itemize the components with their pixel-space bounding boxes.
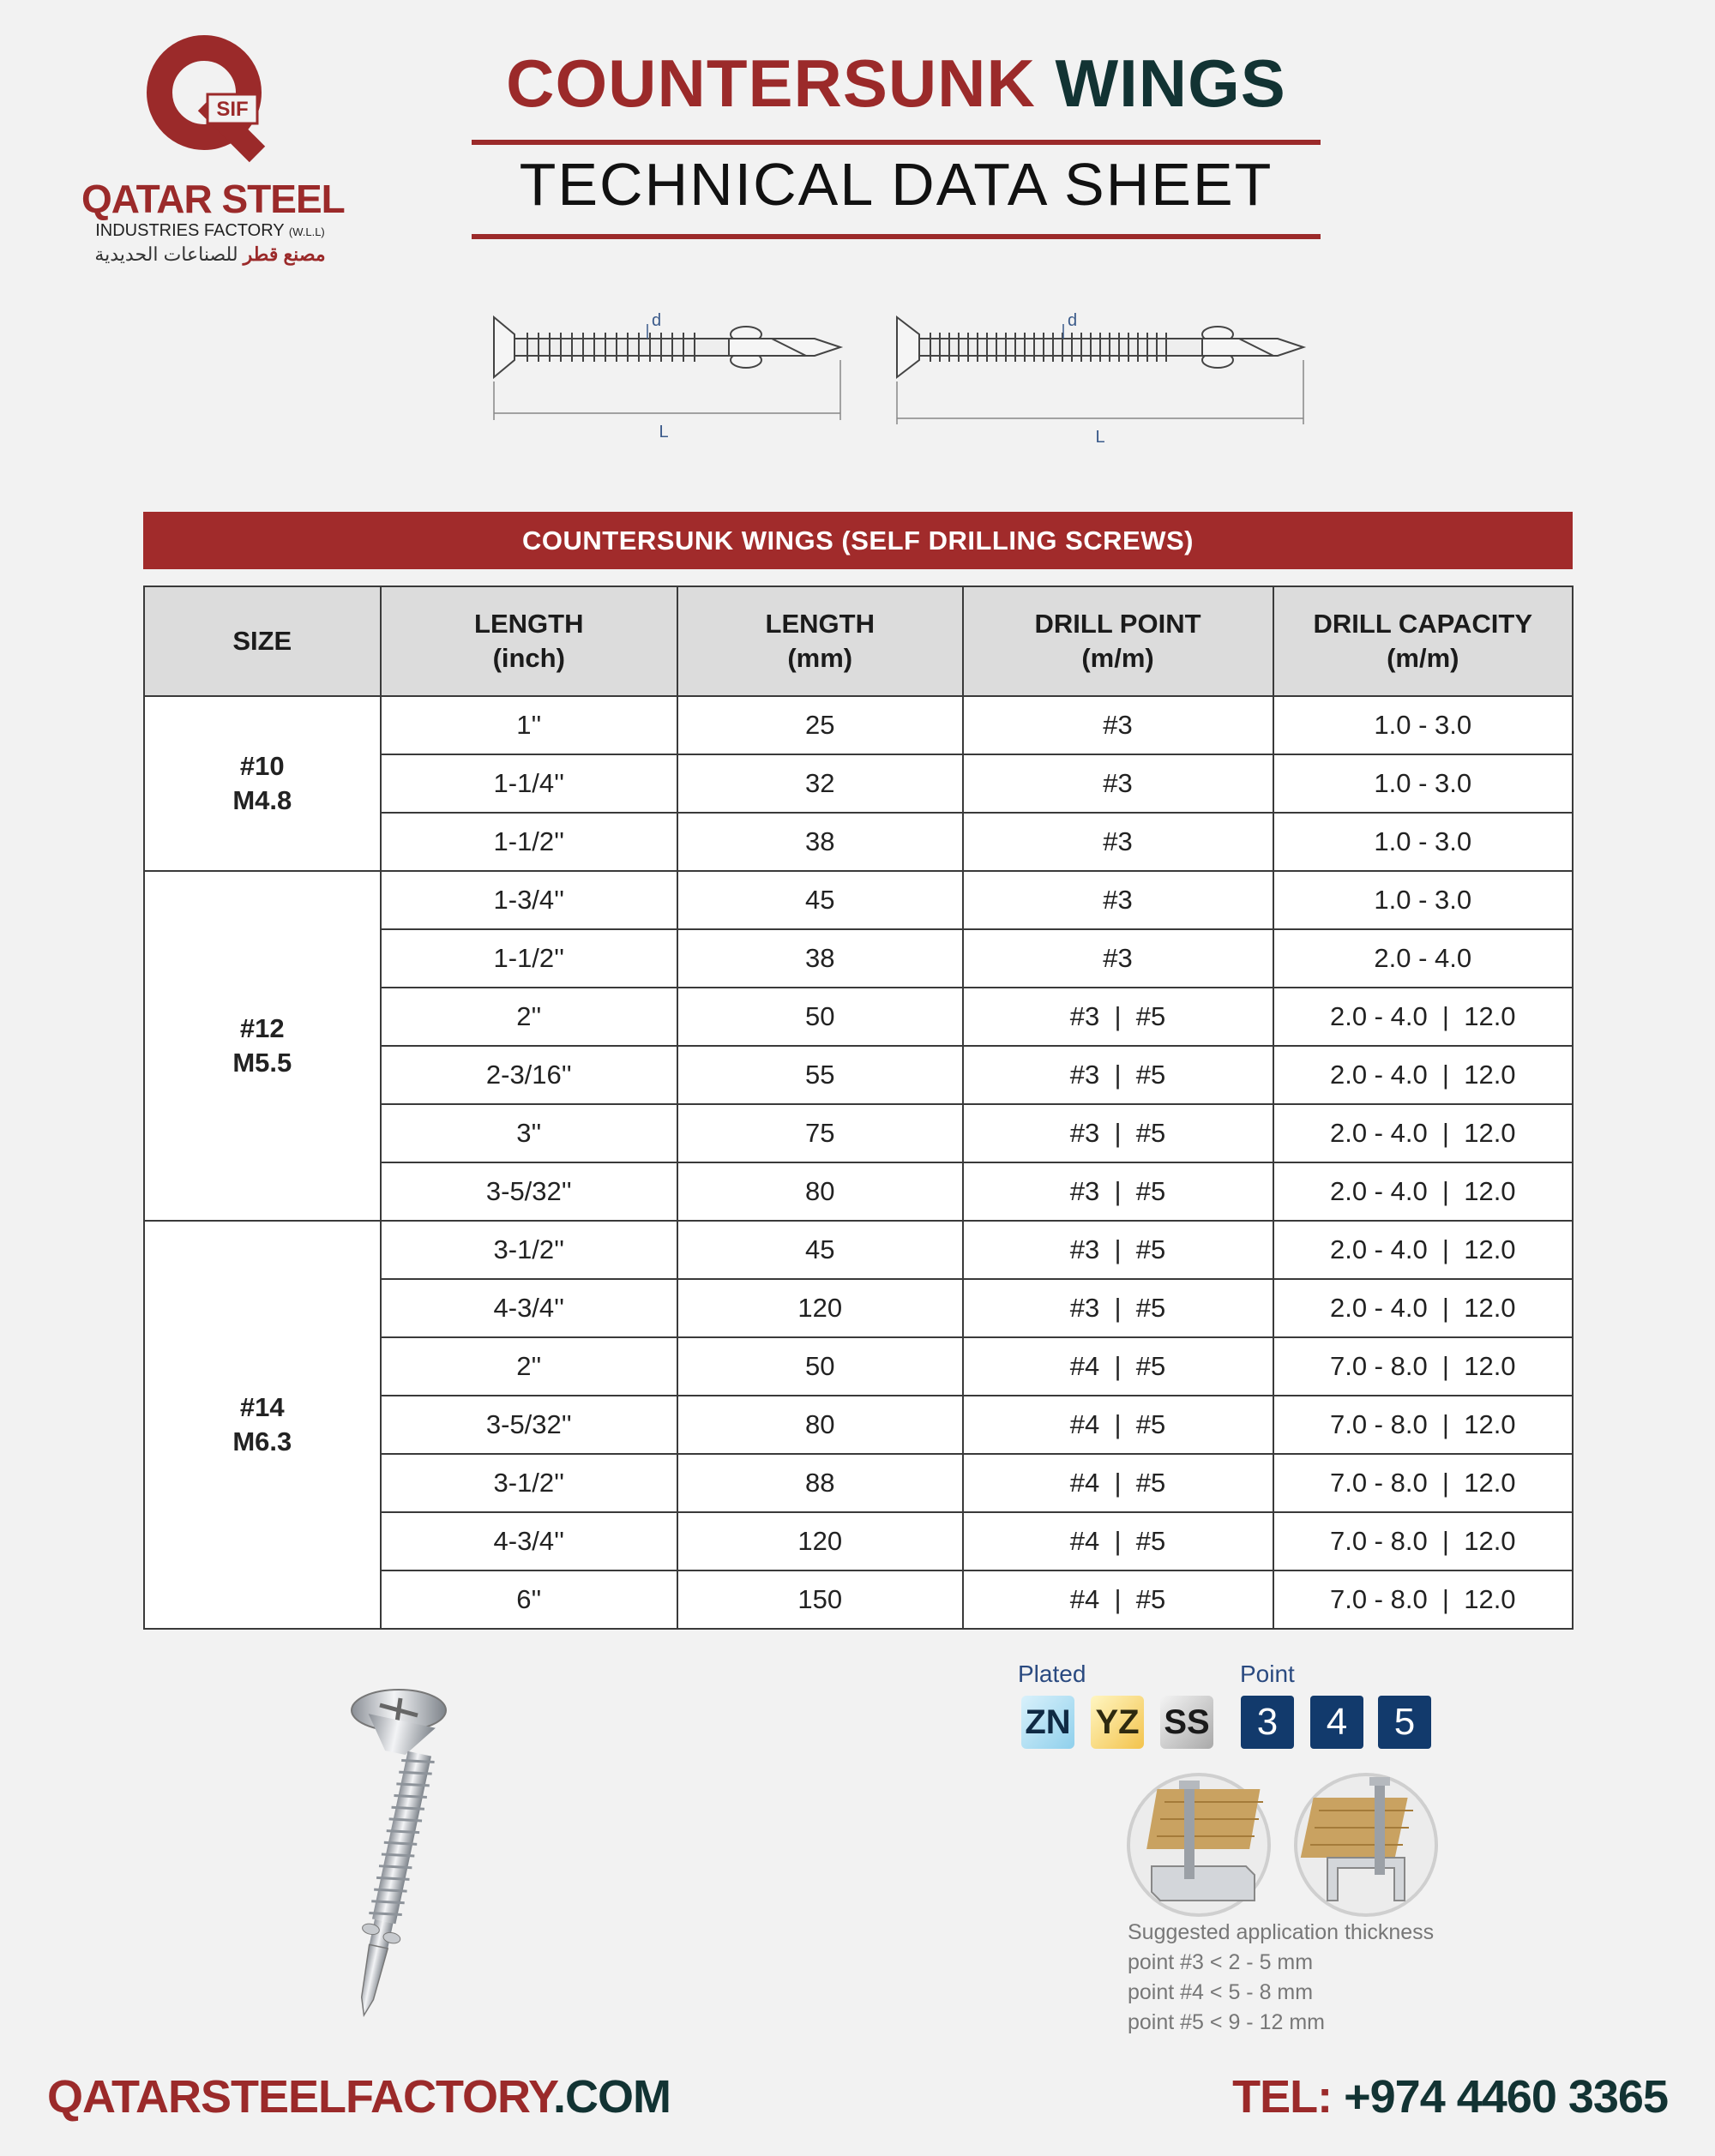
drill-point-cell: #3 | #5: [963, 1162, 1273, 1221]
length-mm-cell: 50: [677, 1337, 963, 1396]
length-mm-cell: 50: [677, 988, 963, 1046]
length-inch-cell: 4-3/4'': [381, 1279, 677, 1337]
logo-arabic-red: مصنع قطر: [243, 243, 326, 265]
drill-point-cell: #3 | #5: [963, 1104, 1273, 1162]
legend-point-label: Point: [1240, 1661, 1295, 1687]
spec-table: [143, 586, 1574, 1630]
drill-point-cell: #4 | #5: [963, 1512, 1273, 1570]
length-mm-cell: 80: [677, 1396, 963, 1454]
title-part-dark: WINGS: [1055, 45, 1286, 121]
drill-capacity-cell: 7.0 - 8.0 | 12.0: [1273, 1454, 1573, 1512]
drill-capacity-cell: 1.0 - 3.0: [1273, 813, 1573, 871]
size-cell: [144, 696, 381, 871]
header-drill-capacity: DRILL CAPACITY (m/m): [1273, 586, 1573, 696]
application-line: point #4 < 5 - 8 mm: [1128, 1980, 1314, 2004]
footer-website-name: QATARSTEELFACTORY: [47, 2071, 554, 2123]
size-metric: M5.5: [232, 1048, 292, 1078]
plating-ss-badge: SS: [1160, 1696, 1213, 1749]
drill-point-cell: #3: [963, 929, 1273, 988]
size-metric: M6.3: [232, 1426, 292, 1456]
length-inch-cell: 3'': [381, 1104, 677, 1162]
length-inch-cell: 3-1/2'': [381, 1454, 677, 1512]
drill-point-cell: #3: [963, 696, 1273, 754]
length-mm-cell: 150: [677, 1570, 963, 1629]
application-caption: Suggested application thickness: [1128, 1920, 1435, 1944]
legend-plated-label: Plated: [1018, 1661, 1086, 1687]
drill-capacity-cell: 1.0 - 3.0: [1273, 871, 1573, 929]
length-inch-cell: 6'': [381, 1570, 677, 1629]
qsif-logo-mark-icon: [146, 34, 274, 163]
length-mm-cell: 120: [677, 1279, 963, 1337]
header-drill-point: DRILL POINT (m/m): [963, 586, 1273, 696]
size-gauge: #10: [239, 751, 285, 781]
drill-capacity-cell: 7.0 - 8.0 | 12.0: [1273, 1512, 1573, 1570]
application-line: point #3 < 2 - 5 mm: [1128, 1950, 1314, 1974]
length-inch-cell: 3-5/32'': [381, 1162, 677, 1221]
size-cell: [144, 871, 381, 1221]
screw-product-photo: [304, 1676, 459, 2045]
length-mm-cell: 88: [677, 1454, 963, 1512]
drill-capacity-cell: 1.0 - 3.0: [1273, 754, 1573, 813]
header-length-inch: LENGTH (inch): [381, 586, 677, 696]
size-metric: M4.8: [232, 785, 292, 815]
length-inch-cell: 2'': [381, 988, 677, 1046]
point-4-badge: 4: [1310, 1696, 1363, 1749]
plating-zn-badge: ZN: [1021, 1696, 1074, 1749]
length-inch-cell: 1-1/4'': [381, 754, 677, 813]
length-inch-cell: 3-1/2'': [381, 1221, 677, 1279]
application-wood-on-steel-icon: [1126, 1772, 1272, 1918]
table-row: [144, 1221, 1573, 1279]
drill-capacity-cell: 2.0 - 4.0 | 12.0: [1273, 1221, 1573, 1279]
application-caption-block: [1128, 1918, 1434, 2038]
drill-point-cell: #4 | #5: [963, 1396, 1273, 1454]
length-inch-cell: 3-5/32'': [381, 1396, 677, 1454]
table-row: [144, 871, 1573, 929]
length-mm-cell: 55: [677, 1046, 963, 1104]
drill-point-cell: #4 | #5: [963, 1454, 1273, 1512]
length-mm-cell: 25: [677, 696, 963, 754]
logo-company-name: QATAR STEEL: [81, 177, 345, 221]
drill-point-cell: #4 | #5: [963, 1570, 1273, 1629]
length-mm-cell: 80: [677, 1162, 963, 1221]
length-mm-cell: 38: [677, 929, 963, 988]
title-divider-bottom: [472, 234, 1321, 239]
drill-point-cell: #3: [963, 813, 1273, 871]
plating-yz-badge: YZ: [1091, 1696, 1144, 1749]
diagram-d-label: d: [1068, 311, 1078, 330]
logo-arabic-name: [81, 243, 339, 266]
point-5-badge: 5: [1378, 1696, 1431, 1749]
length-mm-cell: 45: [677, 1221, 963, 1279]
length-mm-cell: 38: [677, 813, 963, 871]
length-mm-cell: 120: [677, 1512, 963, 1570]
header-length-mm: LENGTH (mm): [677, 586, 963, 696]
size-gauge: #12: [239, 1013, 285, 1043]
application-line: point #5 < 9 - 12 mm: [1128, 2010, 1325, 2034]
drill-capacity-cell: 2.0 - 4.0 | 12.0: [1273, 1279, 1573, 1337]
drill-point-cell: #3 | #5: [963, 988, 1273, 1046]
diagram-d-label: d: [652, 311, 662, 330]
size-gauge: #14: [239, 1392, 285, 1422]
diagram-l-label: L: [659, 423, 669, 441]
drill-capacity-cell: 2.0 - 4.0 | 12.0: [1273, 988, 1573, 1046]
length-inch-cell: 4-3/4'': [381, 1512, 677, 1570]
drill-point-cell: #3 | #5: [963, 1221, 1273, 1279]
table-header-row: [144, 586, 1573, 696]
logo-subtitle: [81, 221, 339, 241]
point-3-badge: 3: [1241, 1696, 1294, 1749]
length-inch-cell: 2'': [381, 1337, 677, 1396]
drill-point-cell: #4 | #5: [963, 1337, 1273, 1396]
application-wood-on-channel-icon: [1293, 1772, 1439, 1918]
drill-capacity-cell: 7.0 - 8.0 | 12.0: [1273, 1396, 1573, 1454]
footer-tel-number: +974 4460 3365: [1332, 2071, 1668, 2123]
table-banner: COUNTERSUNK WINGS (SELF DRILLING SCREWS): [143, 512, 1573, 569]
footer-tel-label: TEL:: [1232, 2071, 1333, 2123]
length-inch-cell: 1-1/2'': [381, 813, 677, 871]
screw-diagram-long: [892, 300, 1312, 454]
length-inch-cell: 2-3/16'': [381, 1046, 677, 1104]
footer-website[interactable]: [47, 2070, 671, 2123]
diagram-l-label: L: [1095, 428, 1105, 447]
length-inch-cell: 1'': [381, 696, 677, 754]
drill-capacity-cell: 2.0 - 4.0 | 12.0: [1273, 1104, 1573, 1162]
length-mm-cell: 45: [677, 871, 963, 929]
length-mm-cell: 75: [677, 1104, 963, 1162]
header-size: SIZE: [144, 586, 381, 696]
drill-point-cell: #3: [963, 871, 1273, 929]
drill-point-cell: #3 | #5: [963, 1279, 1273, 1337]
drill-capacity-cell: 7.0 - 8.0 | 12.0: [1273, 1570, 1573, 1629]
logo-sub-text: INDUSTRIES FACTORY: [95, 221, 285, 240]
company-logo: [81, 34, 345, 274]
drill-point-cell: #3 | #5: [963, 1046, 1273, 1104]
drill-point-cell: #3: [963, 754, 1273, 813]
drill-capacity-cell: 1.0 - 3.0: [1273, 696, 1573, 754]
drill-capacity-cell: 2.0 - 4.0: [1273, 929, 1573, 988]
logo-wll: (W.L.L): [288, 225, 325, 238]
title-divider-top: [472, 140, 1321, 145]
page-subtitle: TECHNICAL DATA SHEET: [519, 151, 1273, 218]
footer-website-tld: .COM: [553, 2071, 671, 2123]
length-inch-cell: 1-1/2'': [381, 929, 677, 988]
svg-text:SIF: SIF: [216, 98, 249, 121]
drill-capacity-cell: 7.0 - 8.0 | 12.0: [1273, 1337, 1573, 1396]
page-title: [472, 45, 1321, 123]
table-row: [144, 696, 1573, 754]
footer-telephone[interactable]: [1232, 2070, 1668, 2123]
length-mm-cell: 32: [677, 754, 963, 813]
length-inch-cell: 1-3/4'': [381, 871, 677, 929]
drill-capacity-cell: 2.0 - 4.0 | 12.0: [1273, 1046, 1573, 1104]
size-cell: [144, 1221, 381, 1629]
screw-diagram-short: [489, 300, 849, 446]
table-body: [144, 696, 1573, 1629]
logo-arabic-rest: للصناعات الحديدية: [94, 243, 238, 265]
title-part-red: COUNTERSUNK: [506, 45, 1036, 121]
drill-capacity-cell: 2.0 - 4.0 | 12.0: [1273, 1162, 1573, 1221]
